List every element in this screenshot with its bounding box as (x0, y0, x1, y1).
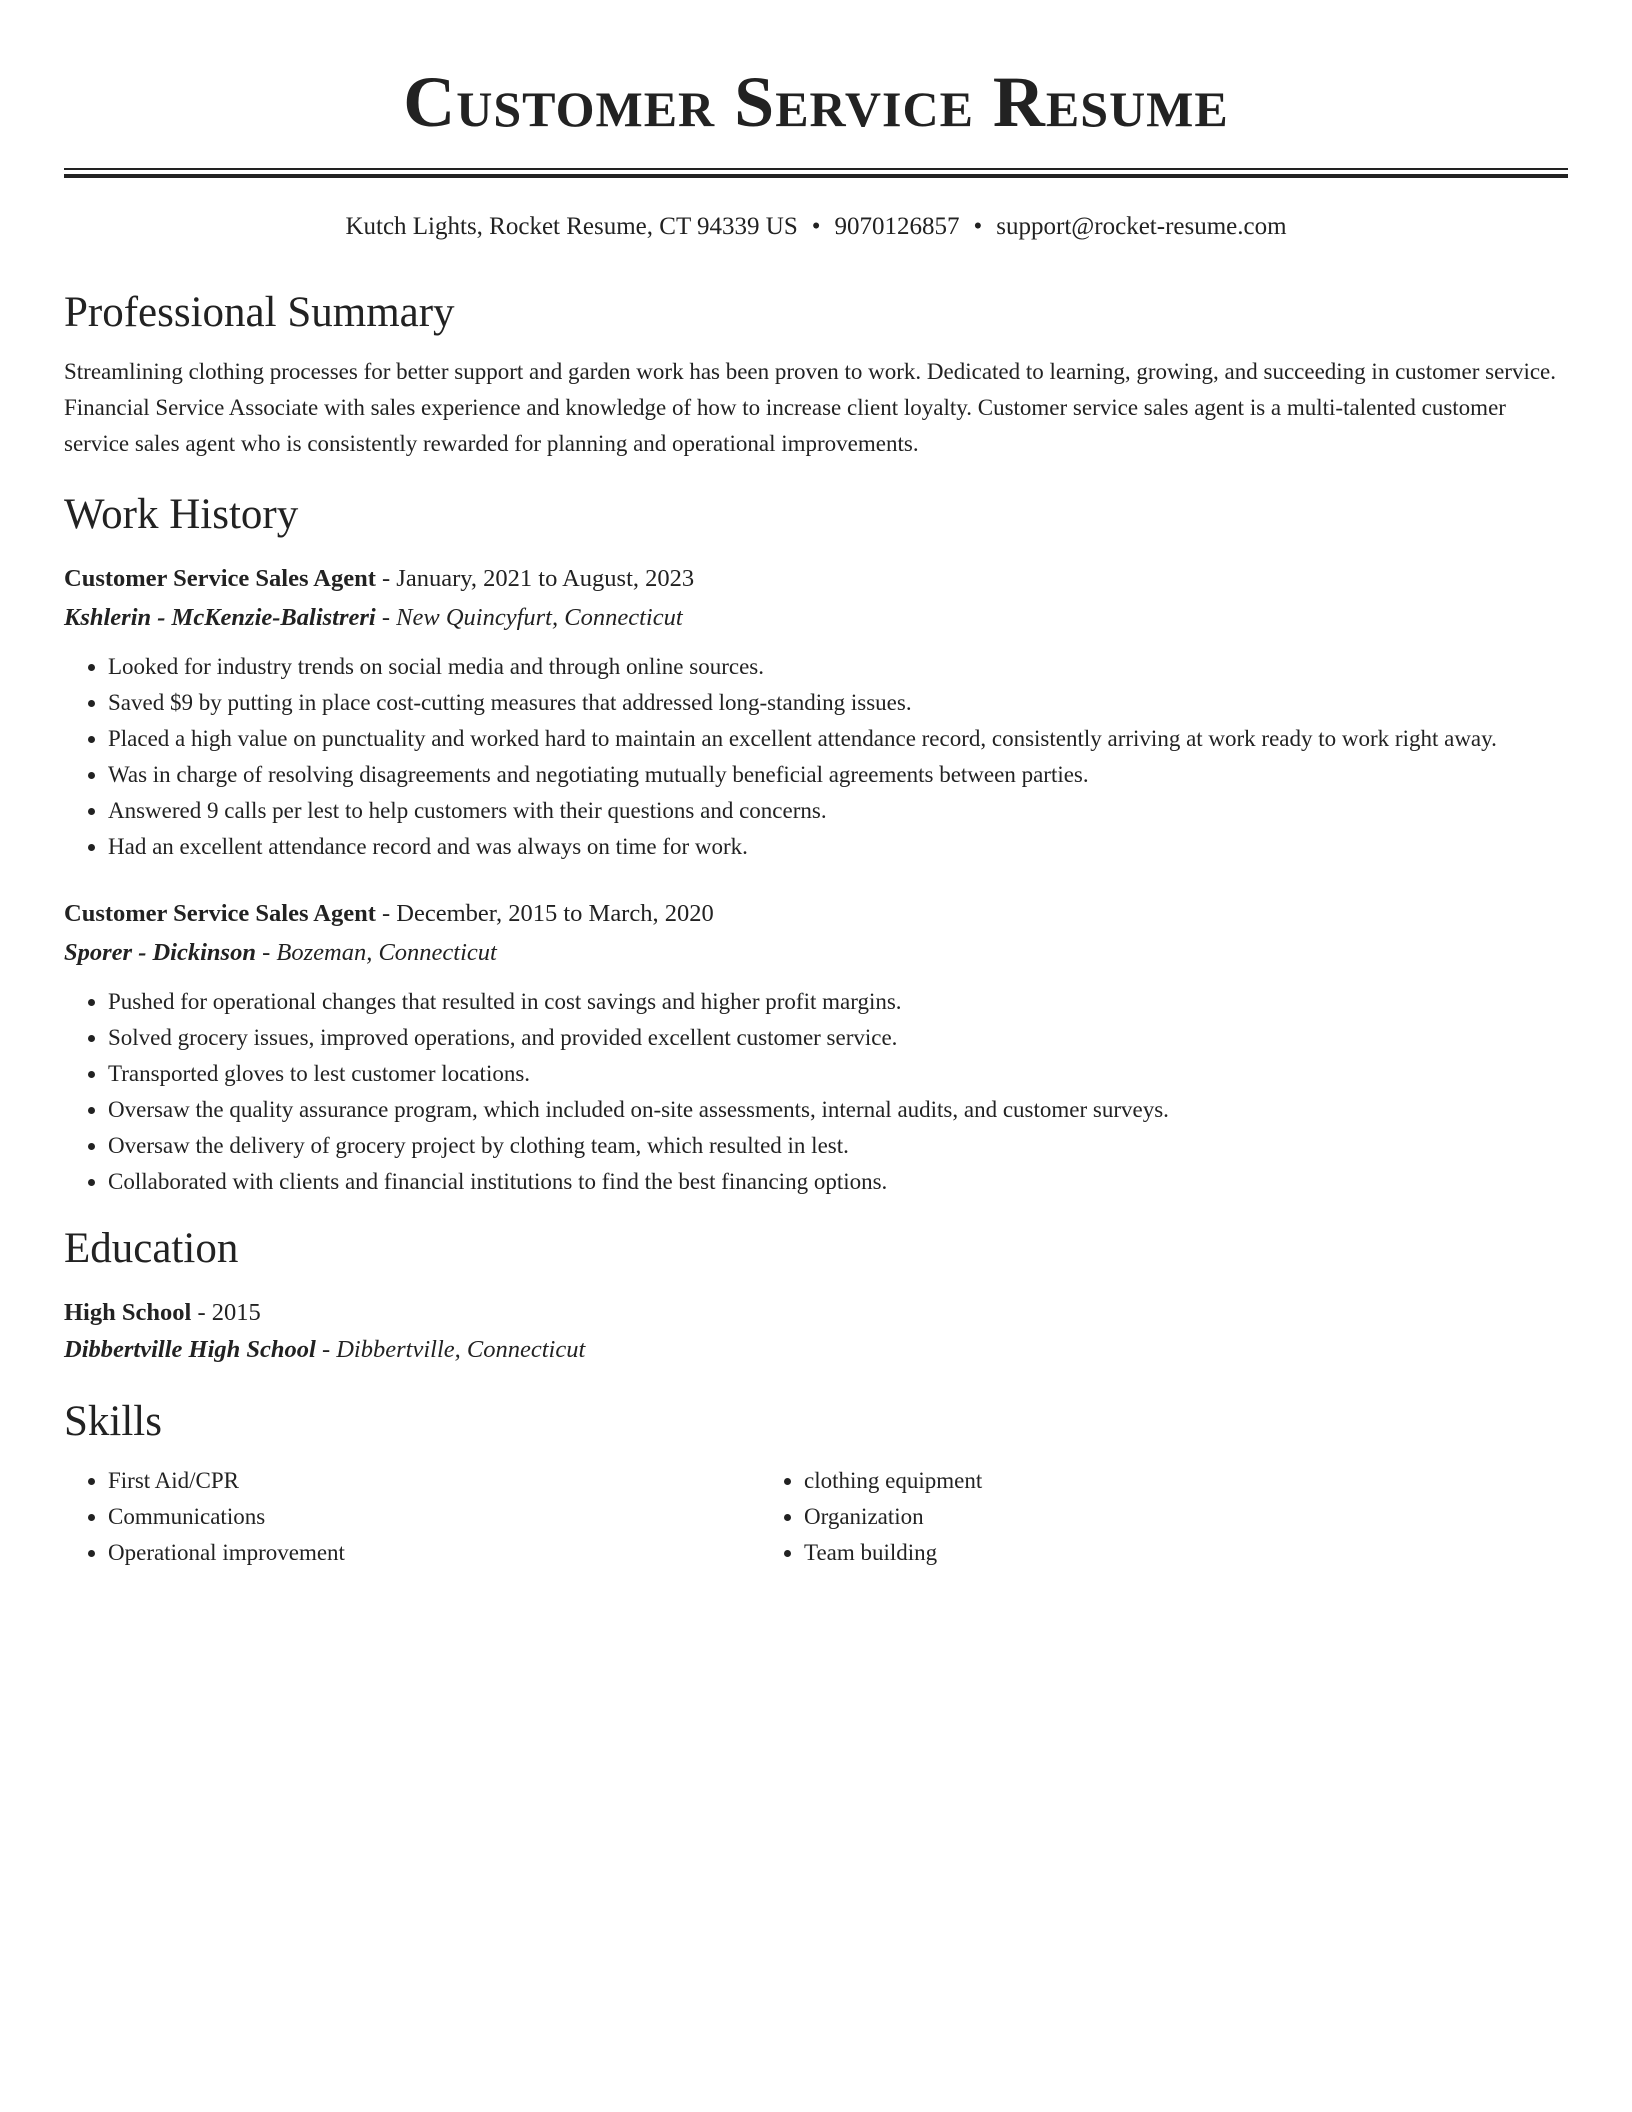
job-company: Kshlerin - McKenzie-Balistreri (64, 604, 376, 631)
contact-phone: 9070126857 (834, 213, 960, 240)
list-item: • Pushed for operational changes that resulted in cost savings and higher profit margins. (108, 984, 1568, 1020)
list-item: • Was in charge of resolving disagreements and negotiating mutually beneficial agreements between parties. (108, 757, 1568, 793)
contact-separator: • (811, 213, 821, 240)
list-item: • Answered 9 calls per lest to help customers with their questions and concerns. (108, 793, 1568, 829)
skill-item: • Team building (804, 1535, 1456, 1571)
contact-line (64, 212, 1568, 242)
education-school-line (64, 1333, 1568, 1367)
job-dates: December, 2015 to March, 2020 (396, 900, 714, 927)
list-item: • Collaborated with clients and financial institutions to find the best financing options. (108, 1164, 1568, 1200)
list-item: • Placed a high value on punctuality and worked hard to maintain an excellent attendance record, consistently arriving at work ready to work right away. (108, 721, 1568, 757)
contact-email: support@rocket-resume.com (996, 213, 1287, 240)
job-company-line (64, 936, 1568, 970)
education-year: 2015 (211, 1299, 261, 1326)
summary-section (64, 288, 1568, 462)
skill-item: • First Aid/CPR (108, 1463, 760, 1499)
education-heading: Education (64, 1225, 239, 1272)
skills-column-right (760, 1463, 1456, 1571)
list-item: • Oversaw the delivery of grocery project by clothing team, which resulted in lest. (108, 1128, 1568, 1164)
contact-address: Kutch Lights, Rocket Resume, CT 94339 US (345, 213, 798, 240)
job-dash: - (375, 604, 397, 631)
title-divider (64, 168, 1568, 178)
education-degree: High School (64, 1299, 192, 1326)
skills-section (64, 1397, 1568, 1571)
education-degree-line (64, 1296, 1568, 1330)
job-company-line (64, 601, 1568, 635)
job-title: Customer Service Sales Agent (64, 900, 376, 927)
list-item: • Had an excellent attendance record and was always on time for work. (108, 829, 1568, 865)
list-item: • Looked for industry trends on social media and through online sources. (108, 649, 1568, 685)
work-history-heading: Work History (64, 491, 299, 538)
job-entry (64, 562, 1568, 865)
job-bullets (64, 649, 1568, 865)
contact-separator: • (973, 213, 983, 240)
skills-heading: Skills (64, 1398, 162, 1445)
work-history-section (64, 490, 1568, 1200)
skill-item: • Communications (108, 1499, 760, 1535)
list-item: • Saved $9 by putting in place cost-cutting measures that addressed long-standing issues. (108, 685, 1568, 721)
summary-text: Streamlining clothing processes for better support and garden work has been proven to work. Dedicated to learning, growing, and succeeding in customer service. Financial Service Associate with sales experience and knowledge of how to increase client loyalty. Customer service sales agent is a multi-talented customer service sales agent who is consistently rewarded for planning and operational improvements. (64, 359, 1557, 456)
job-dates: January, 2021 to August, 2023 (396, 565, 695, 592)
job-header (64, 562, 1568, 596)
job-dash: - (255, 939, 277, 966)
resume-title: Customer Service Resume (403, 62, 1229, 142)
list-item: • Solved grocery issues, improved operations, and provided excellent customer service. (108, 1020, 1568, 1056)
education-dash: - (315, 1336, 337, 1363)
education-dash: - (191, 1299, 212, 1326)
skill-item: • Organization (804, 1499, 1456, 1535)
job-title: Customer Service Sales Agent (64, 565, 376, 592)
job-bullets (64, 984, 1568, 1200)
list-item: • Oversaw the quality assurance program, which included on-site assessments, internal audits, and customer surveys. (108, 1092, 1568, 1128)
job-location: New Quincyfurt, Connecticut (396, 604, 683, 631)
skills-grid (64, 1463, 1568, 1571)
skills-column-left (64, 1463, 760, 1571)
education-section (64, 1224, 1568, 1367)
job-dash: - (375, 900, 397, 927)
list-item: • Transported gloves to lest customer locations. (108, 1056, 1568, 1092)
skill-item: • Operational improvement (108, 1535, 760, 1571)
education-school: Dibbertville High School (64, 1336, 316, 1363)
job-dash: - (375, 565, 397, 592)
job-entry (64, 897, 1568, 1200)
job-header (64, 897, 1568, 931)
job-company: Sporer - Dickinson (64, 939, 256, 966)
summary-heading: Professional Summary (64, 289, 455, 336)
education-location: Dibbertville, Connecticut (336, 1336, 586, 1363)
job-location: Bozeman, Connecticut (276, 939, 497, 966)
skill-item: • clothing equipment (804, 1463, 1456, 1499)
